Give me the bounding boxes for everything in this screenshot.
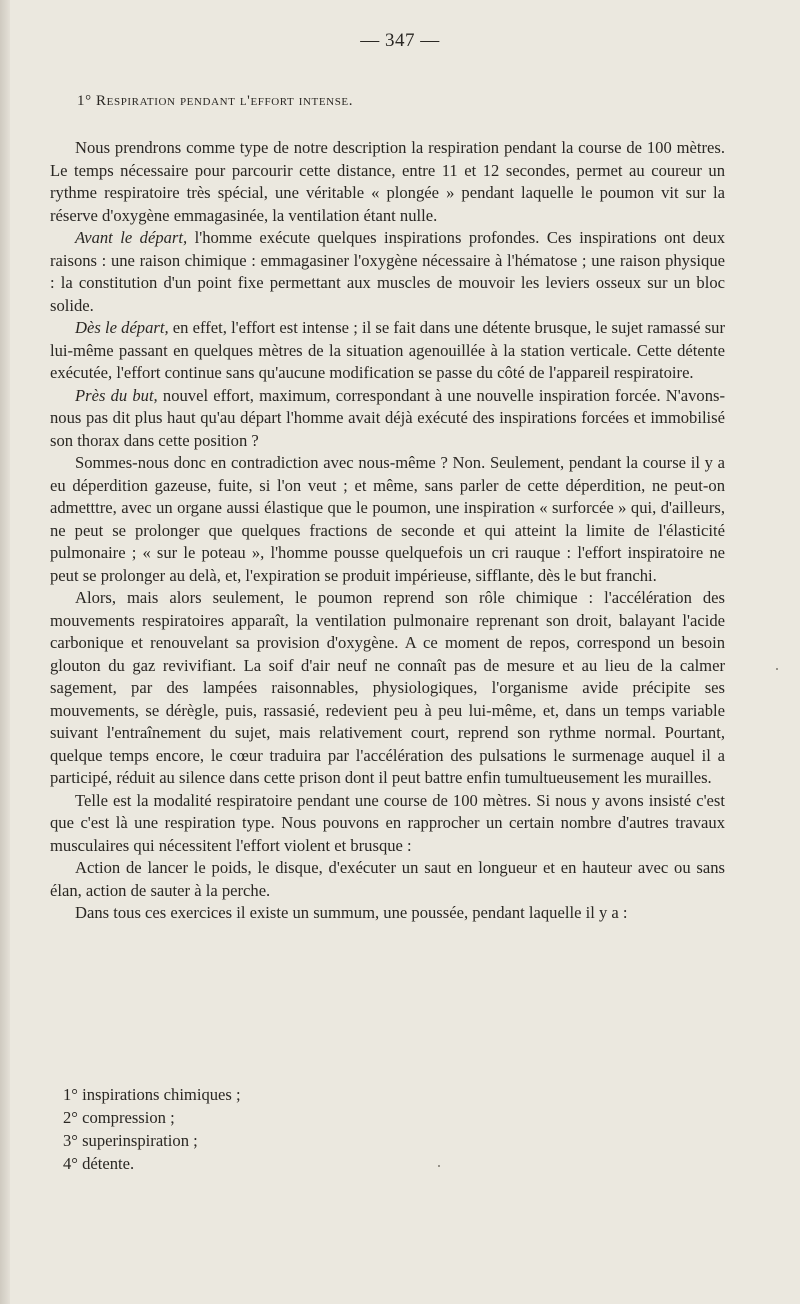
paragraph-text: Alors, mais alors seulement, le poumon reprend son rôle chimique : l'accélération des mouvements respiratoires apparaît, la ventilation pulmonaire reprenant son droit, balayant l'acide carbonique et renouvelant sa provision d'oxygène. A ce moment de repos, correspond un besoin glouton du gaz revivifiant. La soif d'air neuf ne connaît pas de mesure et au lieu de la calmer sagement, par des lampées raisonnables, physiologiques, l'organisme avide précipite ses mouvements, se dérègle, puis, rassasié, redevient peu à peu lui-même, et, dans un temps variable suivant l'entraînement du sujet, mais relativement court, reprend son rythme normal. Pourtant, quelque temps encore, le cœur traduira par l'accélération des pulsations le surmenage auquel il a participé, réduit au silence dans cette prison dont il peut battre enfin tumultueusement les murailles. [50,588,725,787]
list-item: 4° détente. [63,1154,135,1173]
paragraph [50,137,725,227]
paragraph-text: Dans tous ces exercices il existe un summum, une poussée, pendant laquelle il y a : [75,903,628,922]
paragraph-text: en effet, l'effort est intense ; il se fait dans une détente brusque, le sujet ramassé sur lui-même passant en quelques mètres de la situation agenouillée à la station verticale. Cette détente exécutée, l'effort continue sans qu'aucune modification se passe du côté de l'appareil respiratoire. [50,318,725,382]
paragraph [50,452,725,587]
page-number: — 347 — [360,30,440,51]
paragraph [50,227,725,317]
paragraph-text: l'homme exécute quelques inspirations profondes. Ces inspirations ont deux raisons : une raison chimique : emmagasiner l'oxygène nécessaire à l'hématose ; une raison physique : la constitution d'un point fixe permettant aux muscles de mouvoir les leviers osseux sur un bloc solide. [50,228,725,315]
paragraph-text: Action de lancer le poids, le disque, d'exécuter un saut en longueur et en hauteur avec ou sans élan, action de sauter à la perche. [50,858,725,900]
paragraph-text: nouvel effort, maximum, correspondant à une nouvelle inspiration forcée. N'avons-nous pas dit plus haut qu'au départ l'homme avait déjà exécuté des inspirations forcées et immobilisé son thorax dans cette position ? [50,385,725,450]
paragraph-text: Sommes-nous donc en contradiction avec nous-même ? Non. Seulement, pendant la course il y a eu déperdition gazeuse, fuite, si l'on veut ; et même, sans parler de cette déperdition, ne peut-on admetttre, avec un organe aussi élastique que le poumon, une inspiration « surforcée » qui, d'ailleurs, ne peut se prolonger que quelques fractions de seconde et qui atteint la limite de l'élasticité pulmonaire ; « sur le poteau », l'homme pousse quelquefois un cri rauque : l'effort inspiratoire ne peut se prolonger au delà, et, l'expiration se produit impérieuse, sifflante, dès le but franchi. [50,453,725,585]
paragraph [50,857,725,902]
list-item: 3° superinspiration ; [63,1131,198,1150]
body-text [50,137,725,925]
paragraph-lead: Avant le départ, [75,228,188,247]
section-heading: 1° Respiration pendant l'effort intense. [77,93,354,109]
list-item: 2° compression ; [63,1108,175,1127]
paragraph [50,902,725,925]
paragraph [50,385,725,453]
page-binding-edge [0,0,10,1304]
paragraph-lead: Près du but, [75,385,158,405]
paragraph-text: Telle est la modalité respiratoire pendant une course de 100 mètres. Si nous y avons insisté c'est que c'est là une respiration type. Nous pouvons en rapprocher un certain nombre d'autres travaux musculaires qui nécessitent l'effort violent et brusque : [50,790,725,855]
paragraph-text: Nous prendrons comme type de notre description la respiration pendant la course de 100 mètres. Le temps nécessaire pour parcourir cette distance, entre 11 et 12 secondes, permet au coureur un rythme respiratoire très spécial, une véritable « plongée » pendant laquelle le poumon vit sur la réserve d'oxygène emmagasinée, la ventilation étant nulle. [50,138,725,225]
paragraph-lead: Dès le départ, [75,318,169,337]
paper-speck [438,1165,440,1167]
paragraph [50,317,725,385]
numbered-list [63,1083,241,1175]
paper-speck [776,668,778,670]
list-item: 1° inspirations chimiques ; [63,1085,241,1104]
paragraph [50,790,725,858]
paragraph [50,587,725,790]
